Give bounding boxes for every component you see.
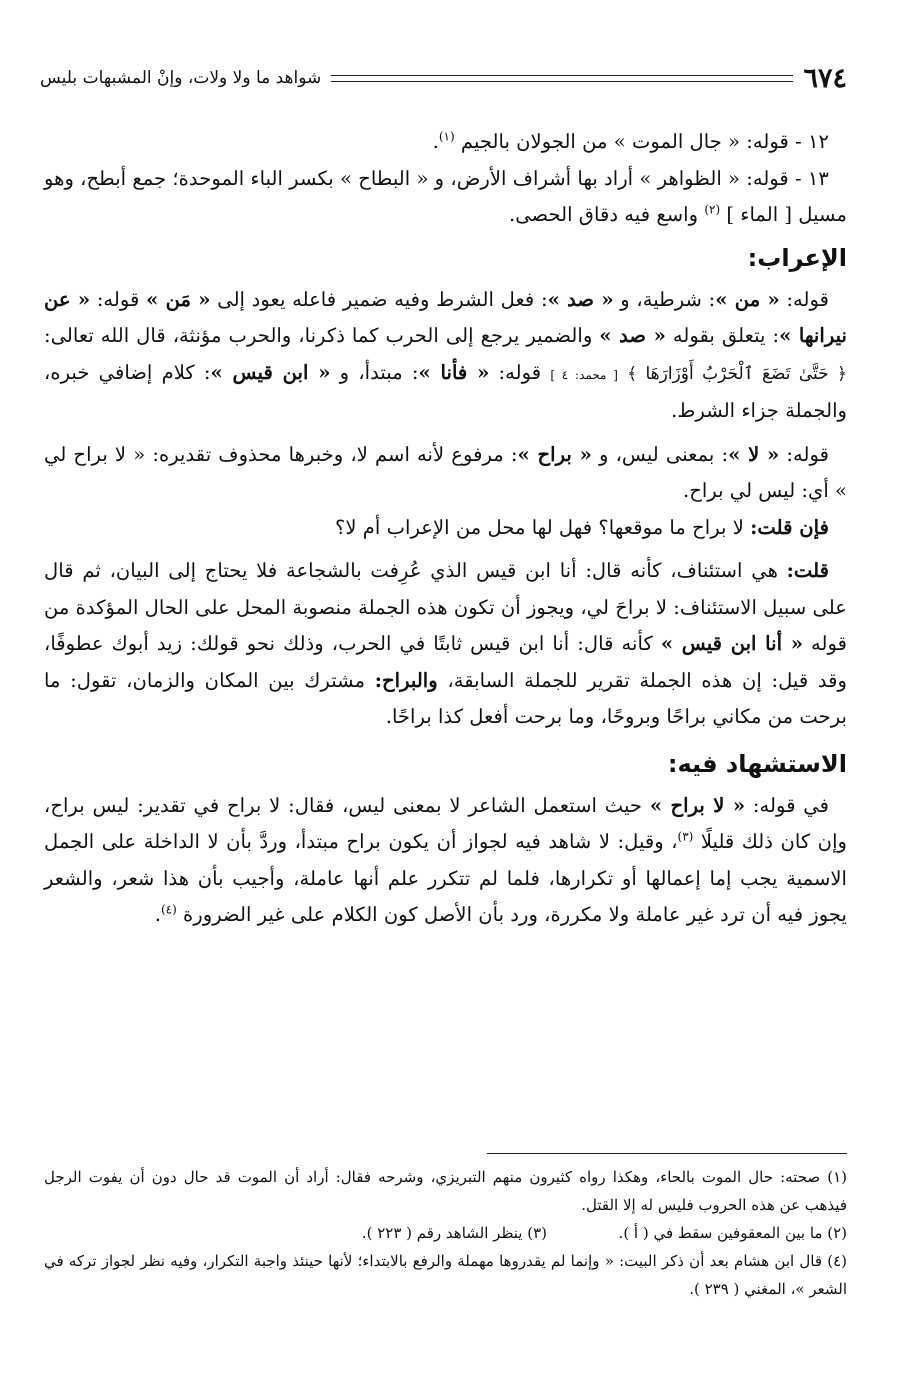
istishhad-heading: الاستشهاد فيه: bbox=[667, 749, 847, 778]
footnote-3: (٣) ينظر الشاهد رقم ( ٢٢٣ ). bbox=[361, 1224, 547, 1242]
footnote-row-2-3 bbox=[44, 1219, 847, 1247]
page-header bbox=[40, 58, 847, 98]
footnote-ref-3: (٣) bbox=[677, 829, 694, 844]
footnote-ref-4: (٤) bbox=[160, 902, 177, 917]
note-12: ١٢ - قوله: « جال الموت » من الجولان بالجيم $^{(١)}$. bbox=[432, 129, 829, 153]
verse-reference: [ محمد: ٤ ] bbox=[550, 367, 618, 382]
question-paragraph: فإن قلت: لا براح ما موقعها؟ فهل لها محل من الإعراب أم لا؟ bbox=[335, 515, 829, 539]
main-text bbox=[44, 124, 847, 934]
footnote-ref-1: (١) bbox=[438, 129, 455, 144]
quran-verse: ﴿ حَتَّىٰ تَضَعَ ٱلْحَرْبُ أَوْزَارَهَا ﴾ bbox=[627, 363, 847, 384]
footnote-2: (٢) ما بين المعقوفين سقط في ( أ ). bbox=[618, 1224, 847, 1242]
page-number: ٦٧٤ bbox=[803, 62, 847, 94]
footnote-separator bbox=[487, 1153, 847, 1154]
istishhad-paragraph: في قوله: « لا براح » حيث استعمل الشاعر لا بمعنى ليس، فقال: لا براح في تقدير: ليس براح، وإن كان ذلك قليلًا $^{(٣)}$، وقيل: لا شاهد فيه لجواز أن يكون براح مبتدأ، وردَّ بأن لا الداخلة على الجمل الاسمية يجب إما إعمالها أو تكرارها، فلما لم تتكرر علم أنها عاملة، وأجيب بأن هذا شعر، والشعر يجوز فيه أن ترد غير عاملة ولا مكررة، ورد بأن الأصل كون الكلام على غير الضرورة $^{(٤)}$. bbox=[44, 793, 847, 926]
answer-paragraph: قلت: هي استئناف، كأنه قال: أنا ابن قيس الذي عُرِفت بالشجاعة فلا يحتاج إلى البيان، ثم قال على سبيل الاستئناف: لا براحَ لي، ويجوز أن تكون هذه الجملة منصوبة المحل على الحال المؤكدة من قوله « أنا ابن قيس » كأنه قال: أنا ابن قيس ثابتًا في الحرب، وذلك نحو قولك: زيد أبوك عطوفًا، وقد قيل: إن هذه الجملة تقرير للجملة السابقة، والبراح: مشترك بين المكان والزمان، تقول: ما برحت من مكاني براحًا وبروحًا، وما برحت أفعل كذا براحًا. bbox=[44, 559, 847, 728]
irab-heading: الإعراب: bbox=[747, 243, 847, 272]
footnote-1: (١) صحته: حال الموت بالحاء، وهكذا رواه كثيرون منهم التبريزي، وشرحه فقال: أراد أن الموت قد حال دون أن يفوت الرجل فيذهب عن هذه الحروب فليس له إلا القتل. bbox=[44, 1168, 847, 1214]
irab-paragraph-2: قوله: « لا »: بمعنى ليس، و « براح »: مرفوع لأنه اسم لا، وخبرها محذوف تقديره: « لا براح لي » أي: ليس لي براح. bbox=[44, 442, 847, 502]
footnote-4: (٤) قال ابن هشام بعد أن ذكر البيت: « وإنما لم يقدروها مهملة والرفع بالابتداء؛ لأنها حينئذ واجبة التكرار، وفيه نظر لجواز تركه في الشعر »، المغني ( ٢٣٩ ). bbox=[44, 1252, 847, 1298]
footnote-ref-2: (٢) bbox=[704, 202, 721, 217]
running-title: شواهد ما ولا ولات، وإنْ المشبهات بليس bbox=[40, 68, 322, 88]
irab-paragraph-1: قوله: « من »: شرطية، و « صد »: فعل الشرط وفيه ضمير فاعله يعود إلى « مَن » قوله: « عن نيرانها »: يتعلق بقوله « صد » والضمير يرجع إلى الحرب كما ذكرنا، والحرب مؤنثة، قال الله تعالى: ﴿ حَتَّىٰ تَضَعَ ٱلْحَرْبُ أَوْزَارَهَا ﴾ [ محمد: ٤ ] قوله: « فأنا »: مبتدأ، و « ابن قيس »: كلام إضافي خبره، والجملة جزاء الشرط. bbox=[44, 287, 848, 422]
header-double-rule bbox=[331, 75, 793, 82]
note-13: ١٣ - قوله: « الظواهر » أراد بها أشراف الأرض، و « البطاح » بكسر الباء الموحدة؛ جمع أبطح، وهو مسيل [ الماء ] $^{(٢)}$ واسع فيه دقاق الحصى. bbox=[44, 166, 847, 226]
footnotes bbox=[44, 1163, 847, 1303]
